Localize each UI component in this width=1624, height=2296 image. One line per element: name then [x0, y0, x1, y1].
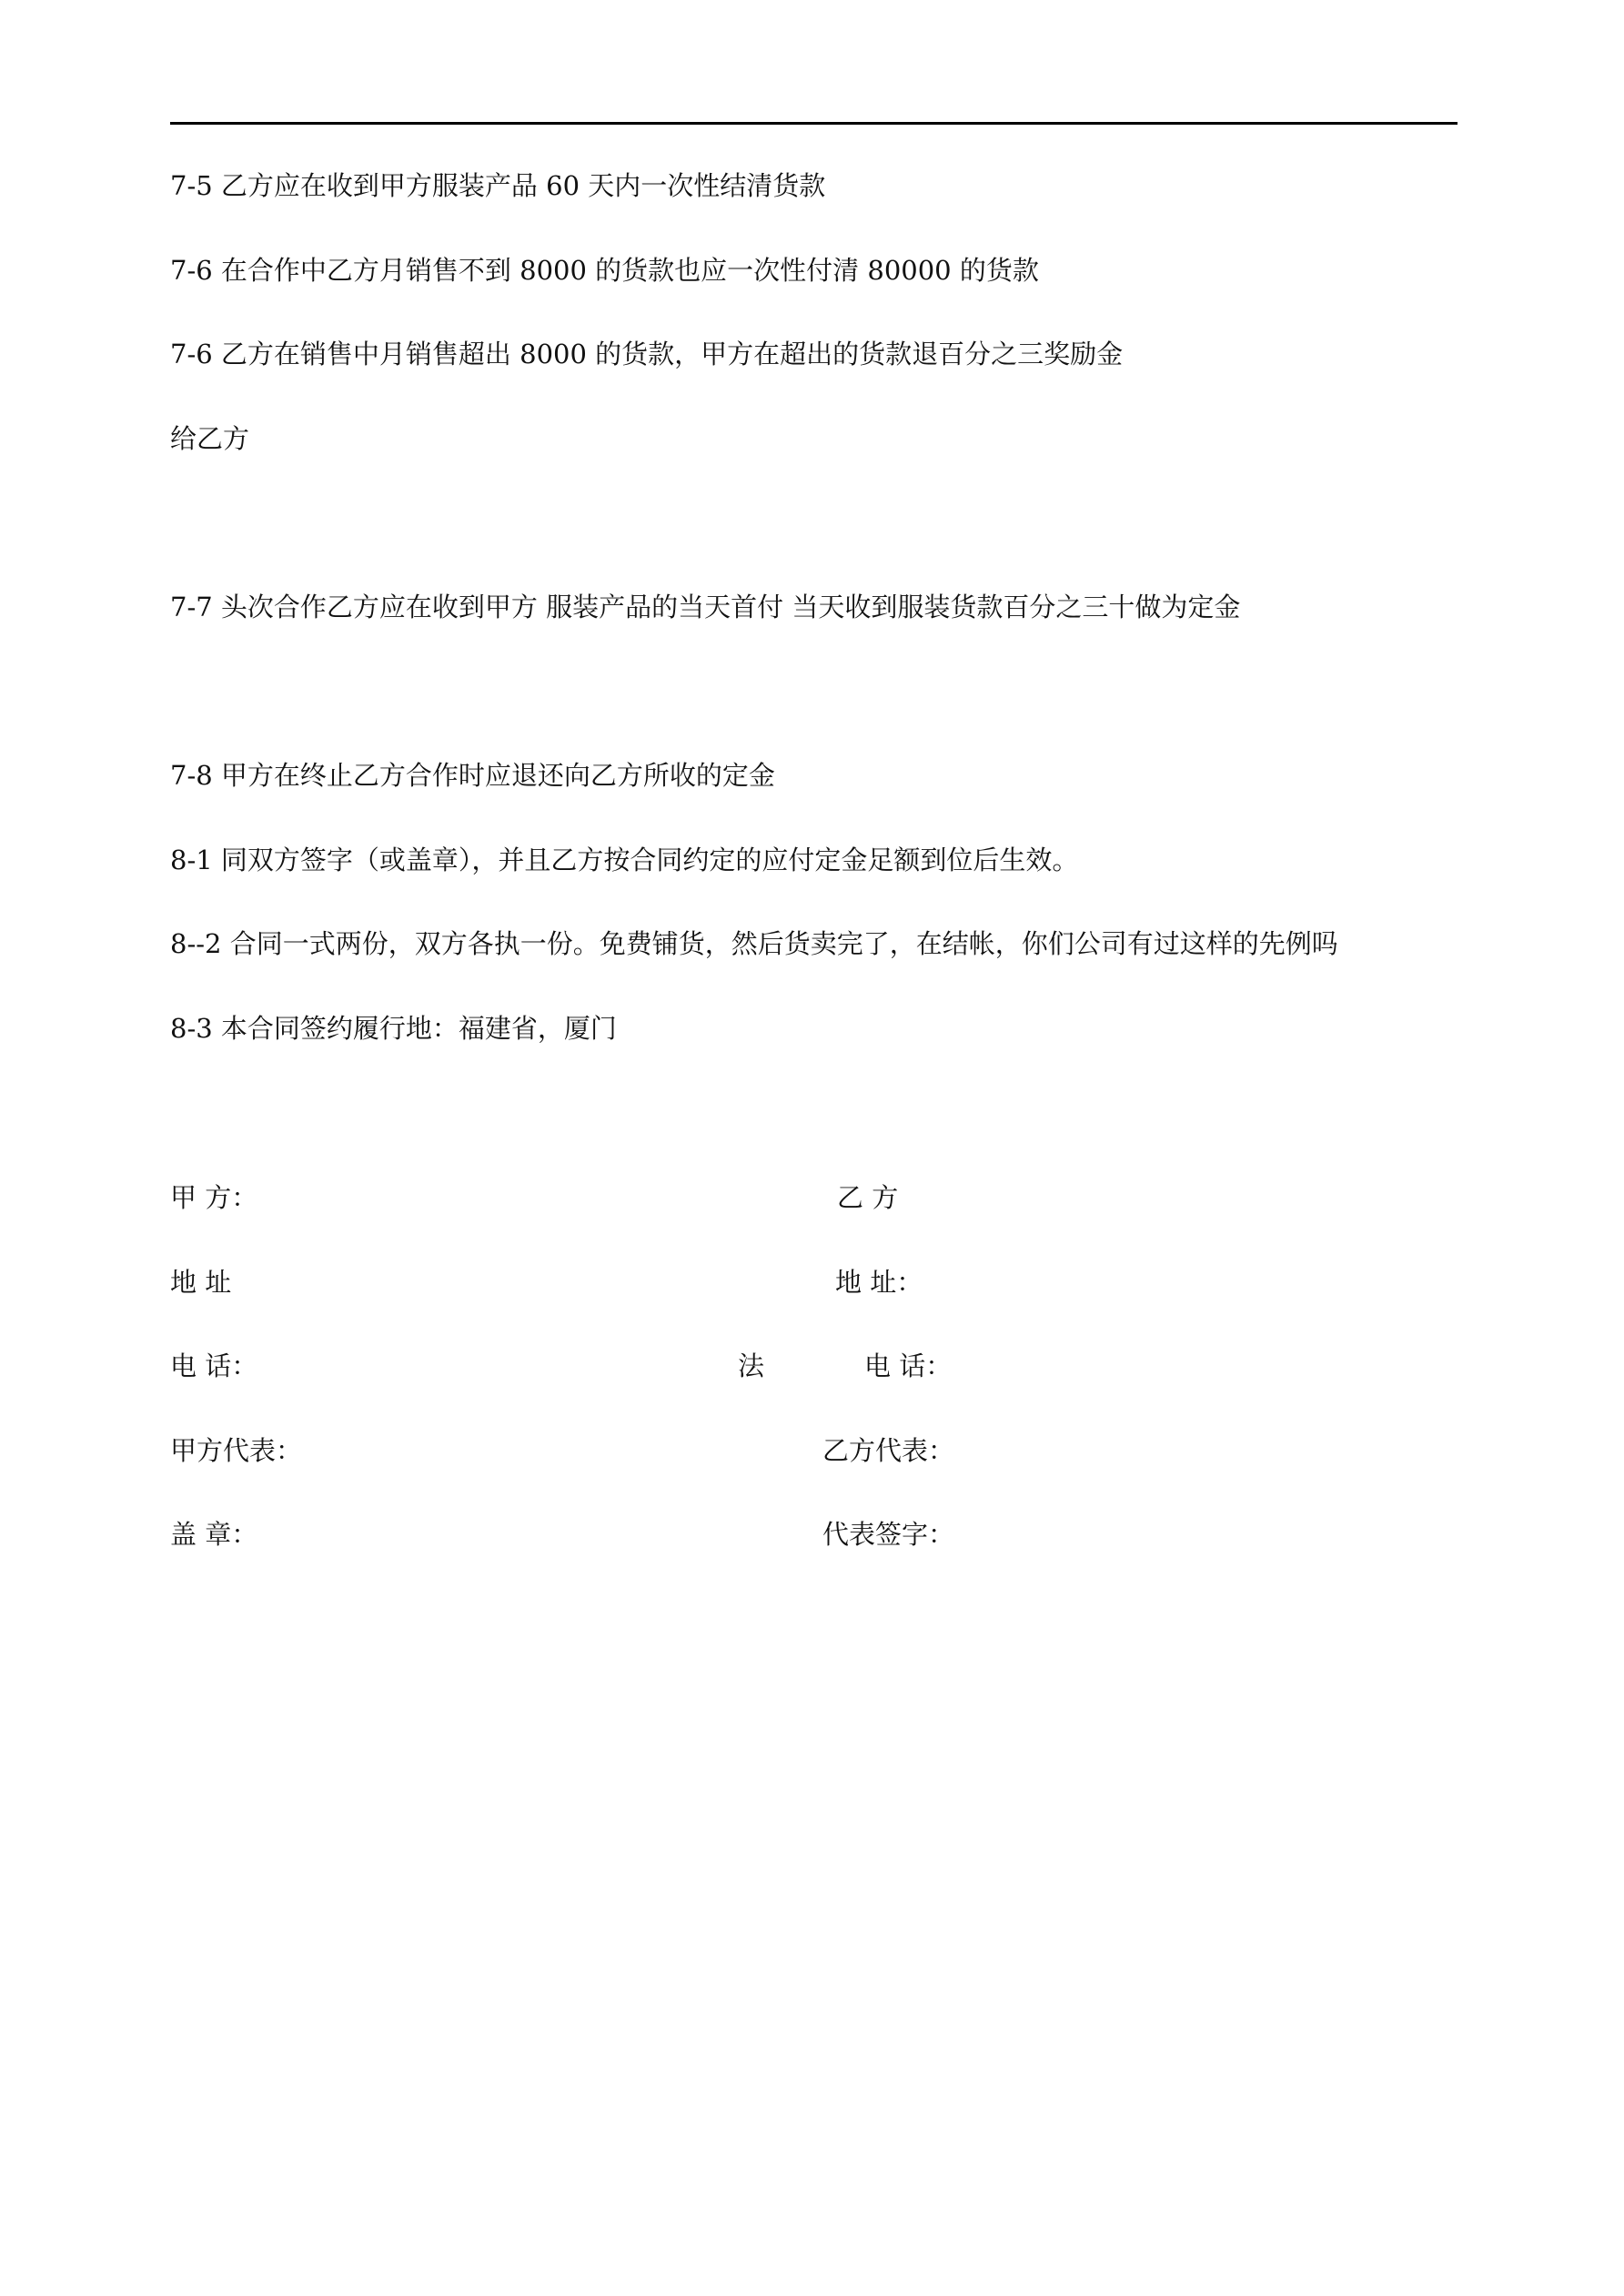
rep-sign-label: 代表签字： — [822, 1519, 955, 1550]
rep-a-label: 甲方代表： — [170, 1435, 303, 1466]
seal-label: 盖 章： — [170, 1519, 258, 1550]
header-rule — [170, 122, 1458, 125]
clause-7-7: 7-7 头次合作乙方应在收到甲方 服装产品的当天首付 当天收到服装货款百分之三十做为定金 — [170, 592, 1241, 622]
clause-8-3: 8-3 本合同签约履行地：福建省，厦门 — [170, 1013, 617, 1044]
rep-b-label: 乙方代表： — [822, 1435, 955, 1466]
clause-8-2: 8--2 合同一式两份，双方各执一份。免费铺货，然后货卖完了，在结帐，你们公司有过这样的先例吗 — [170, 928, 1338, 959]
clause-7-8: 7-8 甲方在终止乙方合作时应退还向乙方所收的定金 — [170, 760, 775, 791]
party-b-label: 乙 方 — [837, 1182, 899, 1213]
address-a-label: 地 址 — [170, 1267, 232, 1298]
clause-7-6-continuation: 给乙方 — [170, 423, 250, 454]
phone-a-label: 电 话： — [170, 1350, 258, 1381]
phone-b-label: 电 话： — [864, 1350, 953, 1381]
address-b-label: 地 址： — [835, 1267, 923, 1298]
legal-mark: 法 — [738, 1350, 765, 1381]
clause-7-6-second: 7-6 乙方在销售中月销售超出 8000 的货款，甲方在超出的货款退百分之三奖励金 — [170, 339, 1124, 369]
clause-7-5: 7-5 乙方应在收到甲方服装产品 60 天内一次性结清货款 — [170, 170, 826, 201]
party-a-label: 甲 方： — [170, 1182, 258, 1213]
clause-7-6-first: 7-6 在合作中乙方月销售不到 8000 的货款也应一次性付清 80000 的货款 — [170, 255, 1039, 286]
clause-8-1: 8-1 同双方签字（或盖章），并且乙方按合同约定的应付定金足额到位后生效。 — [170, 845, 1079, 875]
